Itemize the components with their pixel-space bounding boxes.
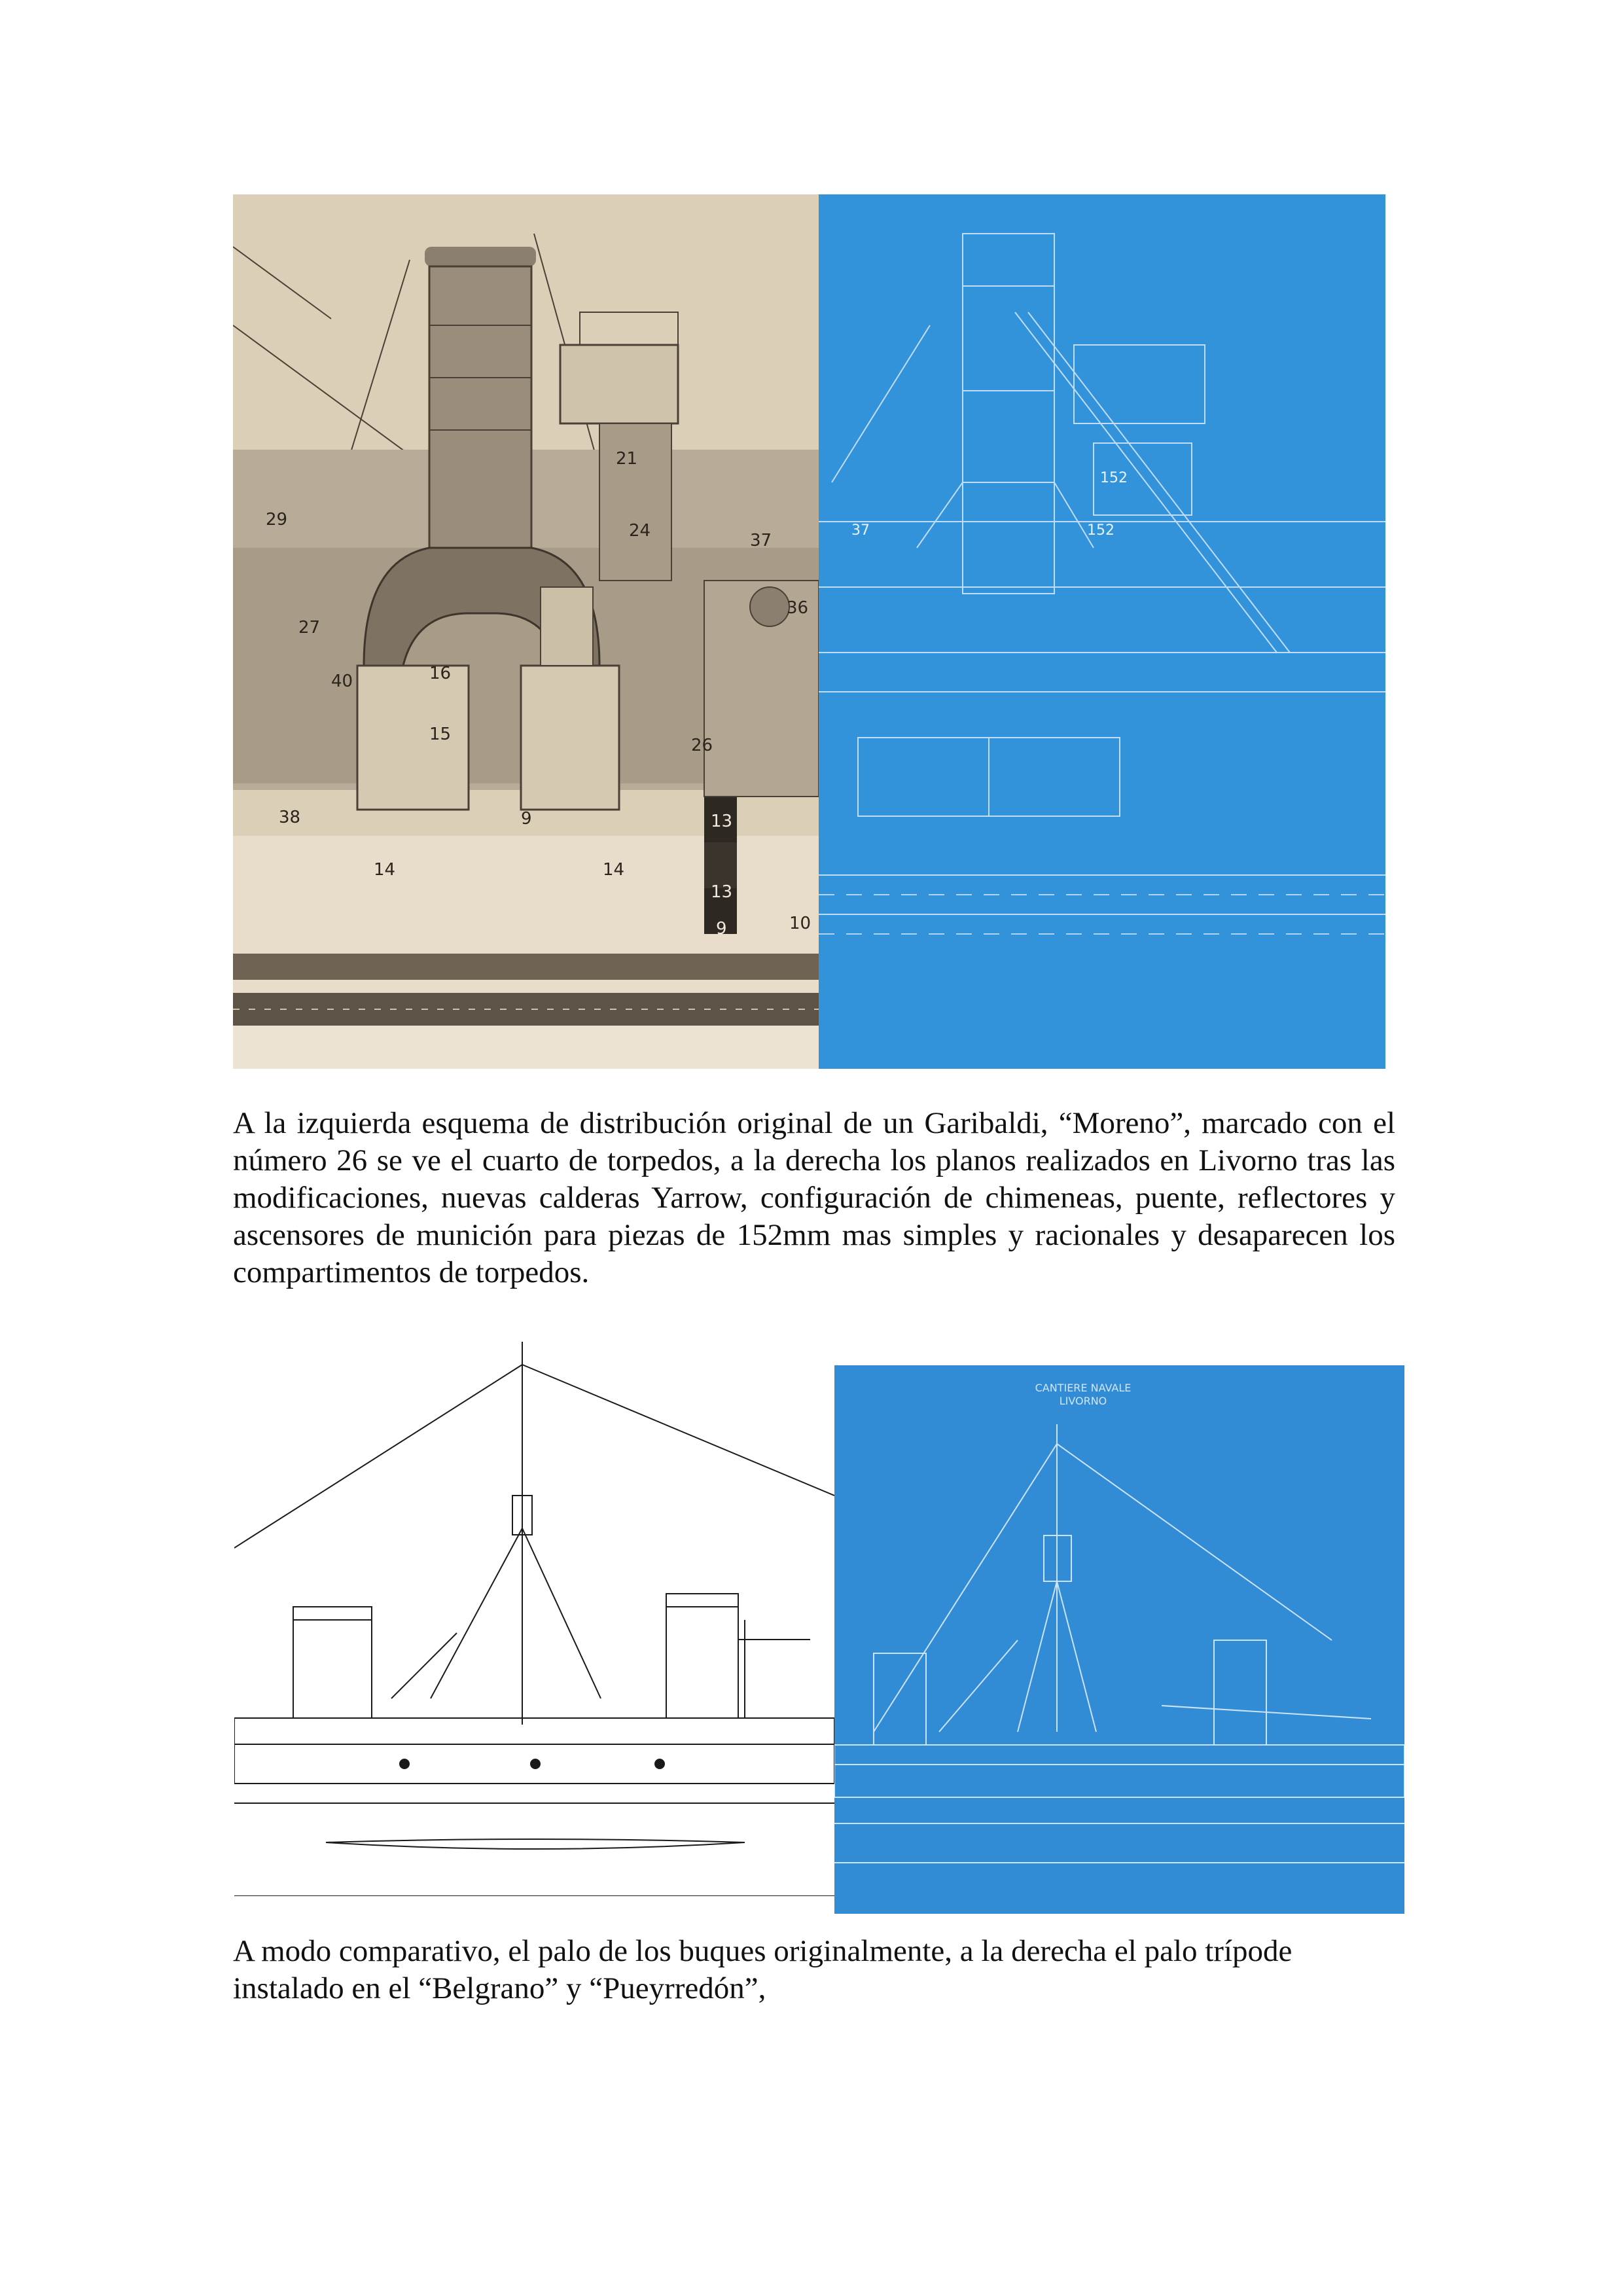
label-38: 38 <box>279 808 301 827</box>
label-36: 36 <box>787 598 809 618</box>
label-13: 13 <box>711 812 733 831</box>
stamp-line-2: LIVORNO <box>1059 1395 1107 1407</box>
bp-label-37: 37 <box>851 522 870 539</box>
bp-label-152a: 152 <box>1100 470 1128 486</box>
sepia-distribution-diagram <box>233 194 819 1069</box>
bp-label-152b: 152 <box>1087 522 1115 539</box>
label-9: 9 <box>521 809 532 829</box>
caption-distribution: A la izquierda esquema de distribución original de un Garibaldi, “Moreno”, marcado con el número 26 se ve el cuarto de torpedos, a la derecha los planos realizados en Livorno tras las modificaciones, nuevas calderas Yarrow, configuración de chimeneas, puente, reflectores y ascensores de munición para piezas de 152mm mas simples y racionales y desaparecen los compartimentos de torpedos. <box>233 1106 1395 1289</box>
label-21: 21 <box>616 449 638 469</box>
label-40: 40 <box>331 672 353 691</box>
label-9b: 9 <box>716 919 727 939</box>
livorno-blueprint-section <box>819 194 1385 1069</box>
tripod-mast-blueprint <box>834 1365 1404 1914</box>
label-14: 14 <box>374 860 396 880</box>
label-24: 24 <box>629 521 651 541</box>
label-13b: 13 <box>711 882 733 902</box>
label-37: 37 <box>750 531 772 550</box>
caption-tripod-mast: A modo comparativo, el palo de los buques originalmente, a la derecha el palo trípode instalado en el “Belgrano” y “Pueyrredón”, <box>233 1934 1293 2005</box>
label-10: 10 <box>789 914 812 933</box>
label-14b: 14 <box>603 860 625 880</box>
label-15: 15 <box>429 725 452 744</box>
label-29: 29 <box>266 510 288 529</box>
label-16: 16 <box>429 664 452 683</box>
label-26: 26 <box>691 736 713 755</box>
stamp-line-1: CANTIERE NAVALE <box>1035 1382 1132 1394</box>
original-mast-profile-drawing <box>234 1332 834 1896</box>
label-27: 27 <box>298 618 321 637</box>
